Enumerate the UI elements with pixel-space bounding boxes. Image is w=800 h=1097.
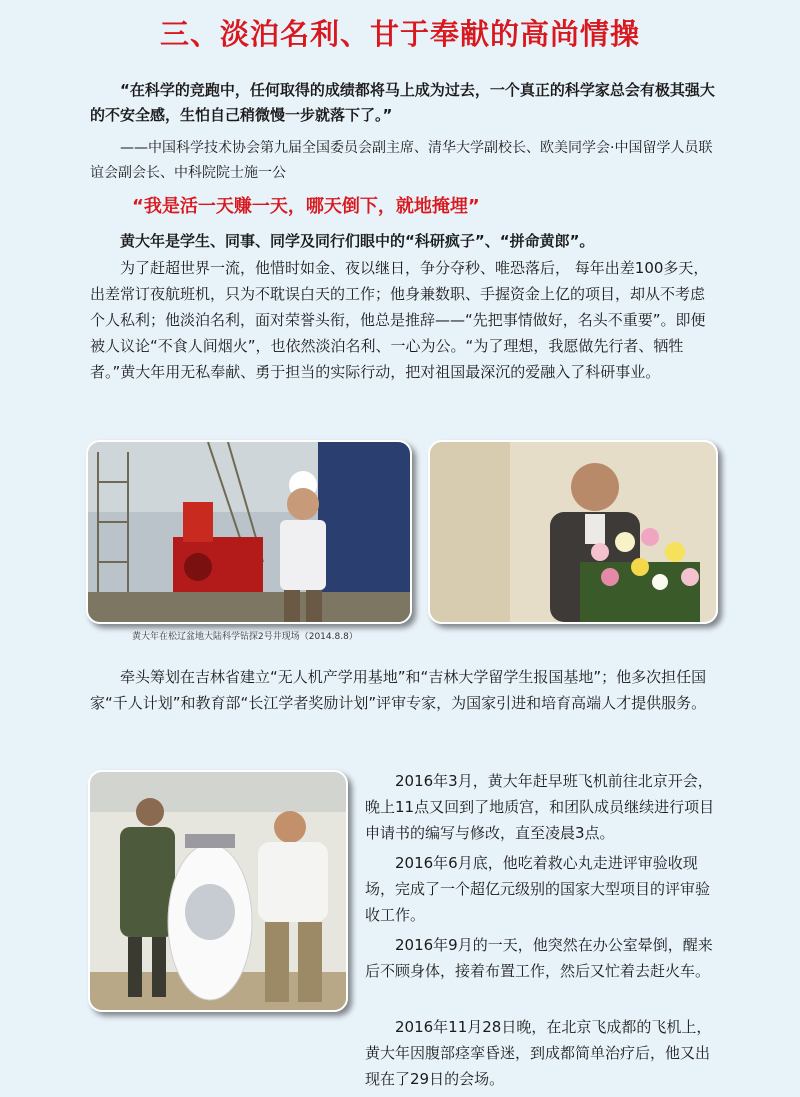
- timeline-entry-2016-06: 2016年6月底，他吃着救心丸走进评审验收现场，完成了一个超亿元级别的国家大型项目的评审验收工作。: [365, 854, 711, 924]
- lab-equipment-image: [90, 772, 346, 1010]
- page-title: 三、淡泊名利、甘于奉献的高尚情操: [159, 17, 640, 51]
- section-subheading: “我是活一天赚一天，哪天倒下，就地掩埋”: [132, 196, 480, 217]
- timeline-entry-2016-09: 2016年9月的一天，他突然在办公室晕倒，醒来后不顾身体，接着布置工作，然后又忙着去赶火车。: [365, 936, 713, 980]
- podium-speech-image: [430, 442, 716, 622]
- lab-equipment-photo: [88, 770, 348, 1012]
- timeline-entry-2016-11: 2016年11月28日晚，在北京飞成都的飞机上，黄大年因腹部痉挛昏迷，到成都简单治疗后，他又出现在了29日的会场。: [365, 1018, 712, 1088]
- lead-paragraph: 黄大年是学生、同事、同学及同行们眼中的“科研疯子”、“拼命黄郎”。: [120, 232, 595, 250]
- podium-speech-photo: [428, 440, 718, 624]
- timeline-entry-2016-03: 2016年3月，黄大年赶早班飞机前往北京开会，晚上11点又回到了地质宫，和团队成员继续进行项目申请书的编写与修改，直至凌晨3点。: [365, 772, 715, 842]
- body-paragraph-1: 为了赶超世界一流，他惜时如金、夜以继日，争分夺秒、唯恐落后， 每年出差100多天，出差常订夜航班机，只为不耽误白天的工作；他身兼数职、手握资金上亿的项目，却从不考虑个人私利；他淡泊名利，面对荣誉头衔，他总是推辞——“先把事情做好，名头不重要”。即便被人议论“不食人间烟火”，也依然淡泊名利、一心为公。“为了理想，我愿做先行者、牺牲者。”黄大年用无私奉献、勇于担当的实际行动，把对祖国最深沉的爱融入了科研事业。: [90, 259, 709, 381]
- opening-quote: “在科学的竞跑中，任何取得的成绩都将马上成为过去，一个真正的科学家总会有极其强大的不安全感，生怕自己稍微慢一步就落下了。”: [90, 81, 715, 124]
- photo-caption: 黄大年在松辽盆地大陆科学钻探2号井现场（2014.8.8）: [132, 632, 358, 642]
- quote-attribution: ——中国科学技术协会第九届全国委员会副主席、清华大学副校长、欧美同学会·中国留学人员联谊会副会长、中科院院士施一公: [90, 140, 713, 181]
- body-paragraph-2: 牵头筹划在吉林省建立“无人机产学用基地”和“吉林大学留学生报国基地”；他多次担任国家“千人计划”和教育部“长江学者奖励计划”评审专家，为国家引进和培育高端人才提供服务。: [90, 668, 707, 712]
- drilling-site-photo: [86, 440, 412, 624]
- drilling-site-image: [88, 442, 410, 622]
